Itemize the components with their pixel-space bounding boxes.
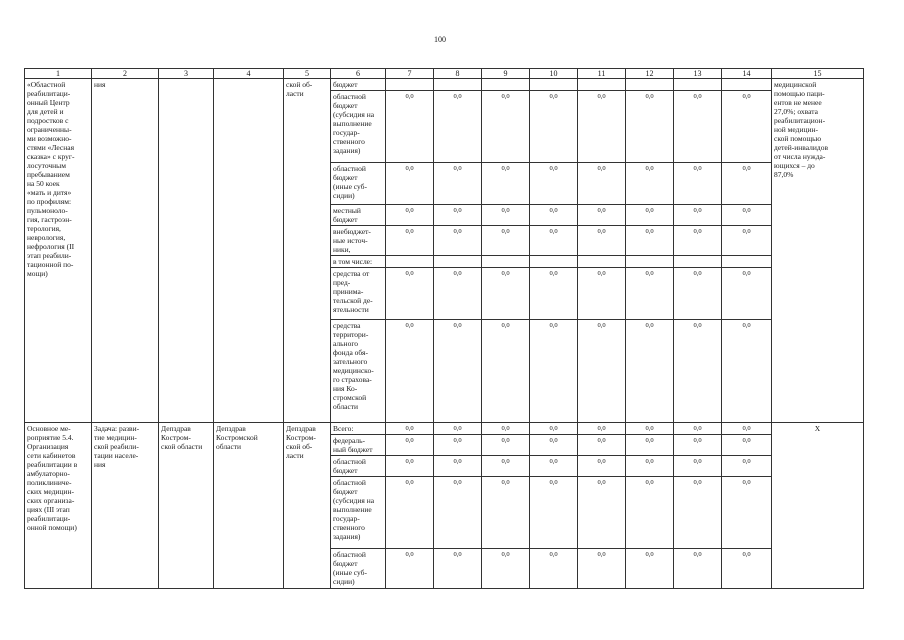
section-a-value-col8: 0,0 (434, 205, 482, 226)
column-header-2: 2 (92, 69, 159, 79)
section-a-value-col8 (434, 79, 482, 91)
section-a-value-col10 (530, 256, 578, 268)
section-a-value-col12 (626, 79, 674, 91)
section-b-value-col10: 0,0 (530, 456, 578, 477)
section-a-value-col11: 0,0 (578, 163, 626, 205)
section-a-value-col9: 0,0 (482, 205, 530, 226)
section-a-value-col10: 0,0 (530, 320, 578, 423)
section-a-value-col11: 0,0 (578, 226, 626, 256)
section-a-value-col7 (386, 79, 434, 91)
section-a-value-col13 (674, 256, 722, 268)
section-a-value-col12 (626, 256, 674, 268)
section-a-value-col7: 0,0 (386, 268, 434, 320)
section-a-customer: ской об- ласти (284, 79, 331, 423)
section-a-measure-name: «Областной реабилитаци- онный Центр для детей и подростков с ограниченны- ми возможно- стями «Лесная сказка» с круг- лосуточным пребыванием на 50 коек «мать и дитя» по профилям: пульмоноло- гия, гастроэн- терология, неврология, нефрология (II этап реабили- тационной по- мощи) (25, 79, 92, 423)
section-a-task: ния (92, 79, 159, 423)
section-a-value-col9: 0,0 (482, 268, 530, 320)
section-b-value-col8: 0,0 (434, 549, 482, 589)
section-b-value-col14: 0,0 (722, 456, 772, 477)
section-a-value-col7: 0,0 (386, 205, 434, 226)
section-a-value-col10 (530, 79, 578, 91)
section-a-value-col12: 0,0 (626, 163, 674, 205)
section-b-funding-source: областной бюджет (субсидия на выполнение государ- ственного задания) (331, 477, 386, 549)
section-a-value-col8: 0,0 (434, 163, 482, 205)
section-a-funding-source: местный бюджет (331, 205, 386, 226)
section-a-value-col14: 0,0 (722, 91, 772, 163)
section-a-value-col13: 0,0 (674, 268, 722, 320)
section-b-value-col13: 0,0 (674, 549, 722, 589)
section-b-coexecutor: Депздрав Костромской области (214, 423, 284, 589)
column-header-15: 15 (772, 69, 864, 79)
section-a-value-col13: 0,0 (674, 91, 722, 163)
section-b-value-col12: 0,0 (626, 456, 674, 477)
section-b-value-col11: 0,0 (578, 456, 626, 477)
section-b-value-col7: 0,0 (386, 435, 434, 456)
section-b-task: Задача: разви- тие медицин- ской реабили- тации населе- ния (92, 423, 159, 589)
section-b-value-col10: 0,0 (530, 423, 578, 435)
section-b-value-col7: 0,0 (386, 456, 434, 477)
section-a-value-col8: 0,0 (434, 320, 482, 423)
column-header-11: 11 (578, 69, 626, 79)
column-header-13: 13 (674, 69, 722, 79)
program-table (24, 68, 864, 589)
section-a-value-col9: 0,0 (482, 91, 530, 163)
section-a-value-col7 (386, 256, 434, 268)
section-a-value-col12: 0,0 (626, 205, 674, 226)
column-header-4: 4 (214, 69, 284, 79)
column-header-5: 5 (284, 69, 331, 79)
section-b-value-col13: 0,0 (674, 435, 722, 456)
column-header-7: 7 (386, 69, 434, 79)
section-b-value-col11: 0,0 (578, 423, 626, 435)
section-a-funding-source: средства территори- ального фонда обя- зательного медицинско- го страхова- ния Ко- стромской области (331, 320, 386, 423)
section-b-value-col14: 0,0 (722, 549, 772, 589)
section-b-indicator: X (772, 423, 864, 589)
section-a-value-col7: 0,0 (386, 91, 434, 163)
section-a-value-col10: 0,0 (530, 91, 578, 163)
section-a-value-col8: 0,0 (434, 268, 482, 320)
section-a-value-col8 (434, 256, 482, 268)
section-a-value-col9 (482, 79, 530, 91)
section-b-value-col12: 0,0 (626, 435, 674, 456)
section-b-funding-source: Всего: (331, 423, 386, 435)
section-a-value-col12: 0,0 (626, 226, 674, 256)
section-a-value-col9: 0,0 (482, 320, 530, 423)
section-a-value-col14: 0,0 (722, 163, 772, 205)
section-a-value-col10: 0,0 (530, 205, 578, 226)
section-a-value-col12: 0,0 (626, 320, 674, 423)
section-a-funding-source: средства от пред- принима- тельской де- ятельности (331, 268, 386, 320)
section-a-funding-source: областной бюджет (иные суб- сидии) (331, 163, 386, 205)
section-b-value-col11: 0,0 (578, 435, 626, 456)
section-b-value-col9: 0,0 (482, 456, 530, 477)
section-b-value-col10: 0,0 (530, 435, 578, 456)
column-header-12: 12 (626, 69, 674, 79)
section-b-value-col7: 0,0 (386, 549, 434, 589)
section-a-coexecutor (214, 79, 284, 423)
header-row (25, 69, 864, 79)
column-header-14: 14 (722, 69, 772, 79)
section-a-value-col14: 0,0 (722, 226, 772, 256)
section-a-value-col13 (674, 79, 722, 91)
section-a-funding-source: областной бюджет (субсидия на выполнение государ- ственного задания) (331, 91, 386, 163)
section-a-value-col13: 0,0 (674, 320, 722, 423)
section-b-value-col7: 0,0 (386, 423, 434, 435)
section-b-value-col13: 0,0 (674, 477, 722, 549)
section-a-value-col14: 0,0 (722, 268, 772, 320)
section-b-value-col8: 0,0 (434, 456, 482, 477)
section-a-value-col10: 0,0 (530, 268, 578, 320)
section-a-value-col13: 0,0 (674, 226, 722, 256)
section-a-funding-source: в том числе: (331, 256, 386, 268)
section-b-value-col10: 0,0 (530, 549, 578, 589)
column-header-9: 9 (482, 69, 530, 79)
section-a-value-col7: 0,0 (386, 163, 434, 205)
section-b-value-col7: 0,0 (386, 477, 434, 549)
section-a-value-col8: 0,0 (434, 91, 482, 163)
section-a-value-col11: 0,0 (578, 320, 626, 423)
section-b-value-col8: 0,0 (434, 423, 482, 435)
section-a-value-col9 (482, 256, 530, 268)
column-header-8: 8 (434, 69, 482, 79)
section-a-value-col11: 0,0 (578, 268, 626, 320)
section-a-value-col11 (578, 79, 626, 91)
column-header-1: 1 (25, 69, 92, 79)
section-a-row (25, 79, 864, 91)
section-a-indicator: медицинской помощью паци- ентов не менее 27,0%; охвата реабилитацион- ной медицин- ской помощью детей-инвалидов от числа нужда- ющихся – до 87,0% (772, 79, 864, 423)
section-a-value-col9: 0,0 (482, 226, 530, 256)
section-b-value-col12: 0,0 (626, 549, 674, 589)
section-b-funding-source: областной бюджет (331, 456, 386, 477)
section-b-value-col9: 0,0 (482, 435, 530, 456)
section-b-value-col12: 0,0 (626, 477, 674, 549)
section-a-value-col12: 0,0 (626, 91, 674, 163)
section-b-value-col12: 0,0 (626, 423, 674, 435)
section-b-value-col9: 0,0 (482, 549, 530, 589)
section-a-value-col11: 0,0 (578, 91, 626, 163)
section-b-value-col11: 0,0 (578, 477, 626, 549)
section-b-value-col8: 0,0 (434, 477, 482, 549)
section-b-row (25, 423, 864, 435)
section-a-value-col10: 0,0 (530, 163, 578, 205)
page-number: 100 (434, 35, 446, 44)
section-a-value-col7: 0,0 (386, 226, 434, 256)
section-b-funding-source: областной бюджет (иные суб- сидии) (331, 549, 386, 589)
section-a-value-col14 (722, 256, 772, 268)
section-a-value-col8: 0,0 (434, 226, 482, 256)
section-b-funding-source: федераль- ный бюджет (331, 435, 386, 456)
section-b-value-col9: 0,0 (482, 477, 530, 549)
column-header-6: 6 (331, 69, 386, 79)
section-b-measure-name: Основное ме- роприятие 5.4. Организация сети кабинетов реабилитации в амбулаторно- поликлиниче- ских медицин- ских организа- циях (III этап реабилитаци- онной помощи) (25, 423, 92, 589)
section-a-value-col12: 0,0 (626, 268, 674, 320)
section-a-value-col7: 0,0 (386, 320, 434, 423)
section-b-value-col10: 0,0 (530, 477, 578, 549)
section-b-value-col13: 0,0 (674, 456, 722, 477)
section-a-value-col9: 0,0 (482, 163, 530, 205)
section-a-executor (159, 79, 214, 423)
section-a-funding-source: бюджет (331, 79, 386, 91)
section-b-value-col14: 0,0 (722, 477, 772, 549)
section-b-value-col11: 0,0 (578, 549, 626, 589)
section-a-value-col13: 0,0 (674, 205, 722, 226)
section-b-value-col9: 0,0 (482, 423, 530, 435)
section-a-value-col11: 0,0 (578, 205, 626, 226)
section-b-value-col8: 0,0 (434, 435, 482, 456)
section-b-value-col13: 0,0 (674, 423, 722, 435)
column-header-10: 10 (530, 69, 578, 79)
section-b-executor: Депздрав Костром- ской области (159, 423, 214, 589)
section-b-value-col14: 0,0 (722, 435, 772, 456)
section-b-value-col14: 0,0 (722, 423, 772, 435)
section-a-funding-source: внебюджет- ные источ- ники, (331, 226, 386, 256)
section-a-value-col14: 0,0 (722, 205, 772, 226)
section-a-value-col14 (722, 79, 772, 91)
section-a-value-col13: 0,0 (674, 163, 722, 205)
section-a-value-col10: 0,0 (530, 226, 578, 256)
column-header-3: 3 (159, 69, 214, 79)
section-a-value-col14: 0,0 (722, 320, 772, 423)
section-a-value-col11 (578, 256, 626, 268)
section-b-customer: Депздрав Костром- ской об- ласти (284, 423, 331, 589)
